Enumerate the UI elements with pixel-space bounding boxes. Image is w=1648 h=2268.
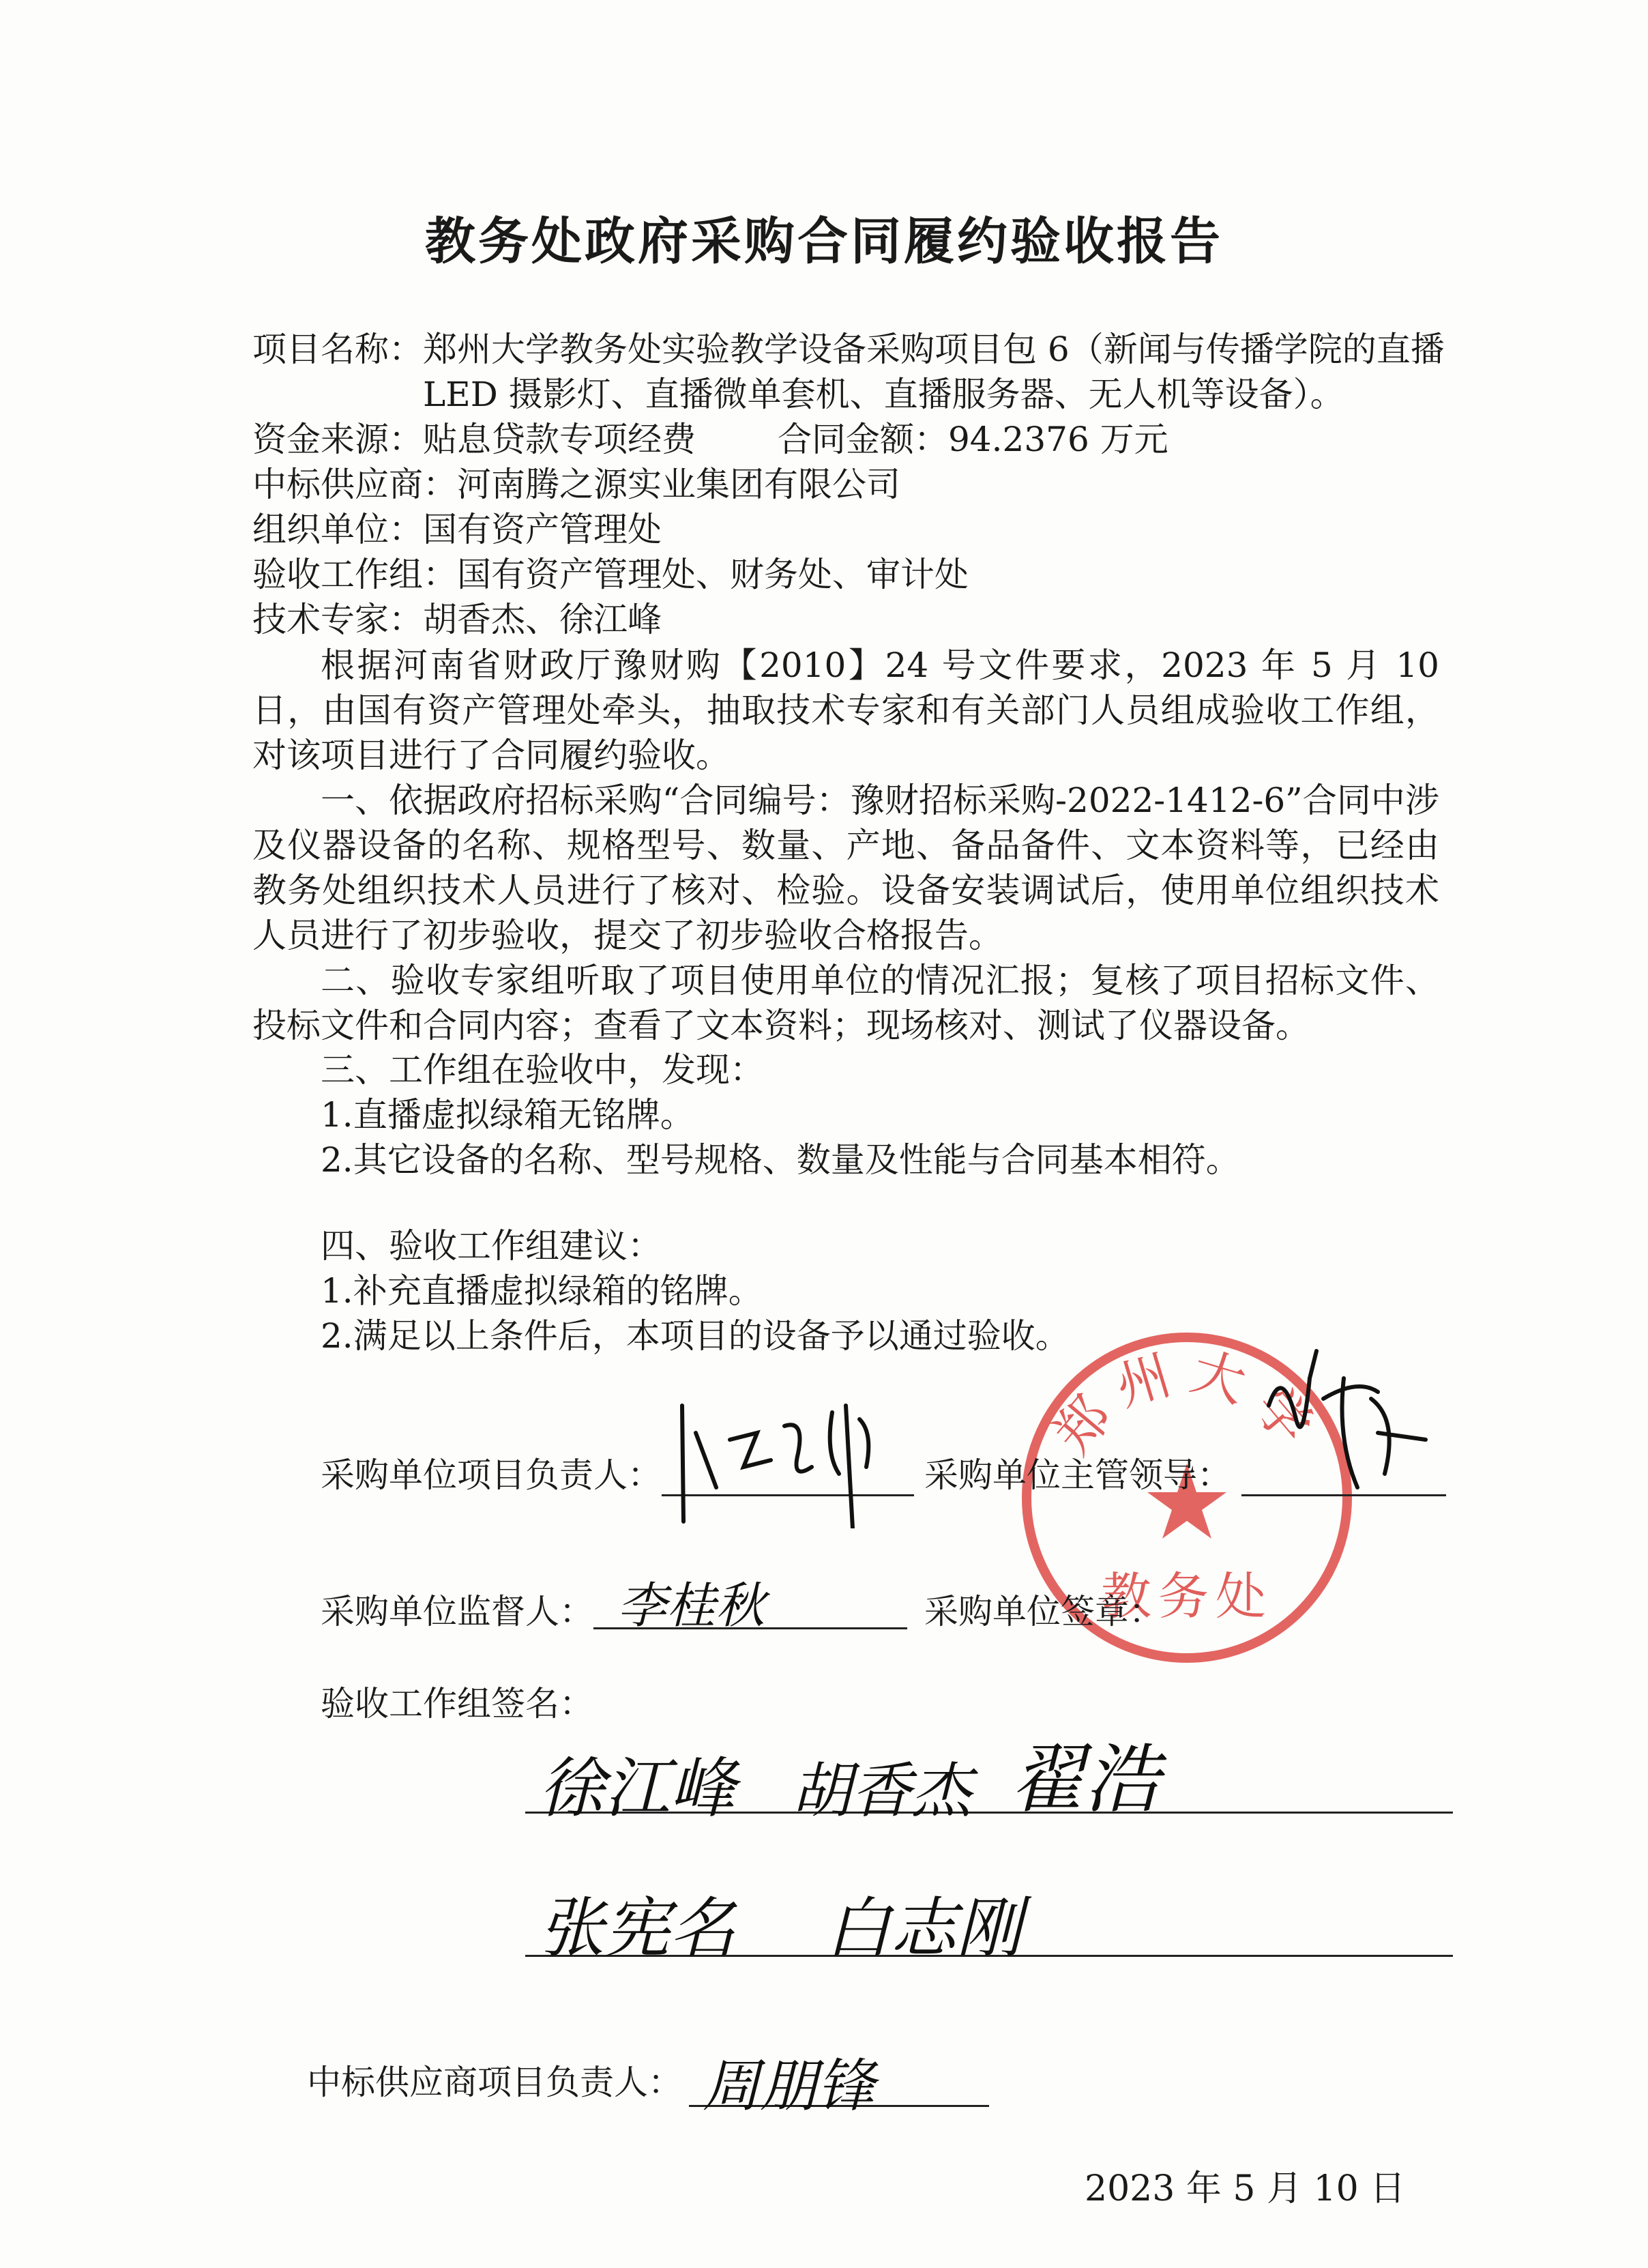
amount-value: 94.2376 万元	[948, 420, 1168, 459]
group-signature-3: 翟浩	[1010, 1736, 1160, 1823]
group-signature-5: 白志刚	[825, 1890, 1022, 1966]
finding-item-1: 1.直播虚拟绿箱无铭牌。	[321, 1095, 694, 1135]
project-leader-label: 采购单位项目负责人：	[321, 1455, 662, 1495]
funding-label: 资金来源：	[252, 420, 423, 459]
monitor-label: 采购单位监督人：	[321, 1592, 593, 1631]
supervisor-leader-line	[1241, 1494, 1446, 1496]
findings-heading: 三、工作组在验收中，发现：	[321, 1050, 764, 1090]
supplier-leader-label: 中标供应商项目负责人：	[307, 2063, 682, 2102]
organizer-label: 组织单位：	[252, 510, 423, 549]
funding-value: 贴息贷款专项经费	[423, 420, 696, 459]
group-signature-1: 徐江峰	[539, 1750, 735, 1827]
finding-item-2: 2.其它设备的名称、型号规格、数量及性能与合同基本相符。	[321, 1140, 1240, 1180]
suggestion-item-2: 2.满足以上条件后，本项目的设备予以通过验收。	[321, 1316, 1070, 1356]
suggestions-heading: 四、验收工作组建议：	[321, 1226, 662, 1266]
working-group-row	[252, 553, 969, 596]
intro-paragraph: 根据河南省财政厅豫财购【2010】24 号文件要求，2023 年 5 月 10 日，由国有资产管理处牵头，抽取技术专家和有关部门人员组成验收工作组，对该项目进行了合同履约验收。	[252, 645, 1439, 775]
group-signature-4: 张宪名	[539, 1890, 735, 1966]
supervisor-leader-label: 采购单位主管领导：	[924, 1455, 1231, 1495]
group-label: 验收工作组签名：	[321, 1684, 593, 1724]
working-group-label: 验收工作组：	[252, 555, 457, 594]
supervisor-leader-signature	[1241, 1337, 1446, 1494]
project-label: 项目名称：	[252, 330, 423, 369]
amount-row	[778, 418, 1168, 461]
funding-row	[252, 418, 696, 461]
organizer-row	[252, 508, 662, 551]
monitor-signature: 李桂秋	[617, 1577, 765, 1634]
project-row-cont	[423, 373, 1344, 416]
supplier-value: 河南腾之源实业集团有限公司	[457, 465, 900, 504]
project-value-line1: 郑州大学教务处实验教学设备采购项目包 6（新闻与传播学院的直播	[423, 330, 1445, 369]
amount-label: 合同金额：	[778, 420, 948, 459]
supplier-row	[252, 463, 900, 506]
section-2: 二、验收专家组听取了项目使用单位的情况汇报；复核了项目招标文件、投标文件和合同内容；查看了文本资料；现场核对、测试了仪器设备。	[252, 961, 1439, 1045]
experts-label: 技术专家：	[252, 600, 423, 639]
group-signature-2: 胡香杰	[791, 1756, 972, 1826]
experts-value: 胡香杰、徐江峰	[423, 600, 662, 639]
organizer-value: 国有资产管理处	[423, 510, 662, 549]
experts-row	[252, 598, 662, 641]
project-value-line2: LED 摄影灯、直播微单套机、直播服务器、无人机等设备）。	[423, 375, 1344, 414]
supplier-leader-signature: 周朋锋	[703, 2052, 875, 2119]
seal-text-bottom: 教务处	[1101, 1567, 1273, 1626]
suggestion-item-1: 1.补充直播虚拟绿箱的铭牌。	[321, 1271, 763, 1311]
project-row	[252, 328, 1445, 371]
seal-label: 采购单位签章：	[924, 1592, 1163, 1631]
seal-text-top: 郑州大学	[1042, 1341, 1331, 1466]
supplier-label: 中标供应商：	[252, 465, 457, 504]
section-1: 一、依据政府招标采购“合同编号：豫财招标采购-2022-1412-6”合同中涉及仪器设备的名称、规格型号、数量、产地、备品备件、文本资料等，已经由教务处组织技术人员进行了核对、检验。设备安装调试后，使用单位组织技术人员进行了初步验收，提交了初步验收合格报告。	[252, 781, 1439, 955]
project-leader-signature	[668, 1392, 894, 1528]
report-date: 2023 年 5 月 10 日	[1085, 2168, 1406, 2209]
working-group-value: 国有资产管理处、财务处、审计处	[457, 555, 969, 594]
page-title: 教务处政府采购合同履约验收报告	[425, 212, 1223, 271]
